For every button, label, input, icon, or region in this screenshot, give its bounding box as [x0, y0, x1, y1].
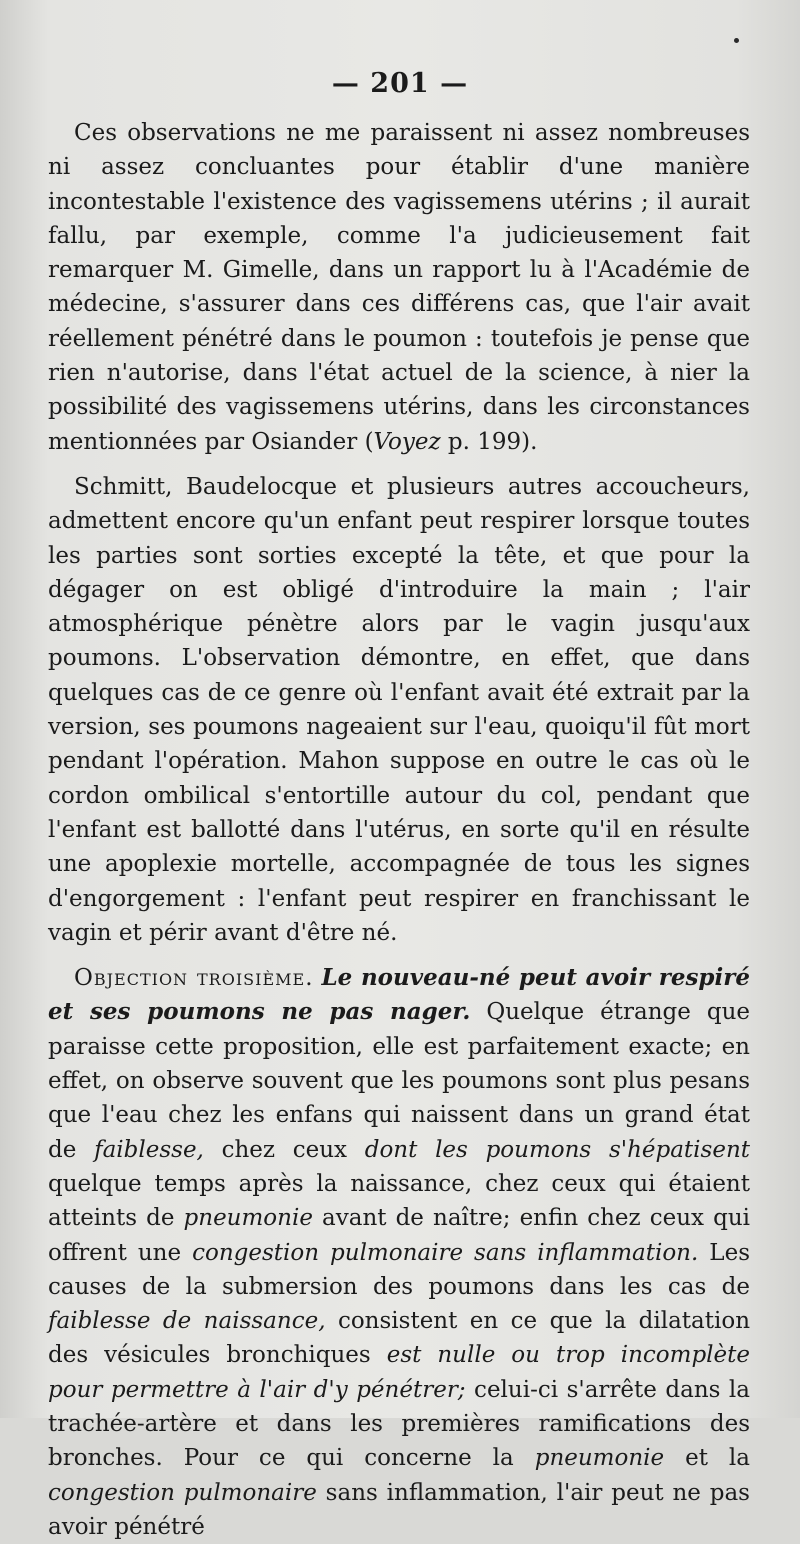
paragraph-3-text-7: celui-ci s'arrête dans la trachée-artère et dans les premières ramifications des bronches. Pour ce qui concerne la [48, 1376, 750, 1472]
paragraph-1 [48, 116, 750, 459]
paragraph-3-italic-5: congestion pulmonaire sans inflammation. [192, 1239, 699, 1266]
paragraph-3-text-8: et la [664, 1445, 750, 1472]
section-heading: Objection troisième. [74, 965, 314, 992]
paragraph-3-italic-3: dont les poumons s'hépatisent [364, 1136, 750, 1163]
paragraph-1-text-1: Ces observations ne me paraissent ni assez nombreuses ni assez concluantes pour établir d'une manière incontestable l'existence des vagissemens utérins ; il aurait fallu, par exemple, comme l'a judicieusement fait remarquer M. Gimelle, dans un rapport lu à l'Académie de médecine, s'assurer dans ces différens cas, que l'air avait réellement pénétré dans le poumon : toutefois je pense que rien n'autorise, dans l'état actuel de la science, à nier la possibilité des vagissemens utérins, dans les circonstances mentionnées par Osiander ( [48, 120, 750, 455]
paragraph-3-italic-9: congestion pulmonaire [48, 1479, 317, 1506]
paragraph-3-text-9: sans inflammation, l'air peut ne pas avoir pénétré [48, 1479, 750, 1540]
paragraph-1-text-2: p. 199). [440, 428, 538, 455]
paragraph-1-italic-1: Voyez [373, 428, 441, 455]
body-text [48, 116, 750, 1544]
paragraph-3-text-5: Les causes de la submersion des poumons dans les cas de [48, 1239, 750, 1300]
paragraph-3-text-3: quelque temps après la naissance, chez ceux qui étaient atteints de [48, 1170, 750, 1232]
paragraph-3-italic-1: Le nouveau-né peut avoir respiré et ses poumons ne pas nager. [48, 964, 750, 1026]
paragraph-3-italic-6: faiblesse de naissance, [48, 1308, 326, 1335]
paragraph-2 [48, 470, 750, 950]
paragraph-3-italic-4: pneumonie [183, 1205, 313, 1232]
paragraph-3 [48, 961, 750, 1544]
paragraph-3-italic-7: est nulle ou trop incomplète pour permettre à l'air d'y pénétrer; [48, 1342, 750, 1403]
ink-speck [734, 38, 739, 43]
paragraph-3-italic-8: pneumonie [534, 1445, 665, 1472]
page-number: — 201 — [331, 68, 469, 99]
paragraph-3-text-1: Quelque étrange que paraisse cette proposition, elle est parfaitement exacte; en effet, on observe souvent que les poumons sont plus pesans que l'eau chez les enfans qui naissent dans un grand état de [48, 999, 750, 1163]
paragraph-3-italic-2: faiblesse, [94, 1136, 204, 1163]
paragraph-2-text-1: Schmitt, Baudelocque et plusieurs autres accoucheurs, admettent encore qu'un enfant peut respirer lorsque toutes les parties sont sorties excepté la tête, et que pour la dégager on est obligé d'introduire la main ; l'air atmosphérique pénètre alors par le vagin jusqu'aux poumons. L'observation démontre, en effet, que dans quelques cas de ce genre où l'enfant avait été extrait par la version, ses poumons nageaient sur l'eau, quoiqu'il fût mort pendant l'opération. Mahon suppose en outre le cas où le cordon ombilical s'entortille autour du col, pendant que l'enfant est ballotté dans l'utérus, en sorte qu'il en résulte une apoplexie mortelle, accompagnée de tous les signes d'engorgement : l'enfant peut respirer en franchissant le vagin et périr avant d'être né. [48, 473, 750, 946]
paragraph-3-text-6: consistent en ce que la dilatation des vésicules bronchiques [48, 1308, 751, 1369]
paragraph-3-text-4: avant de naître; enfin chez ceux qui offrent une [48, 1205, 750, 1266]
paragraph-3-text-2: chez ceux [203, 1136, 365, 1163]
